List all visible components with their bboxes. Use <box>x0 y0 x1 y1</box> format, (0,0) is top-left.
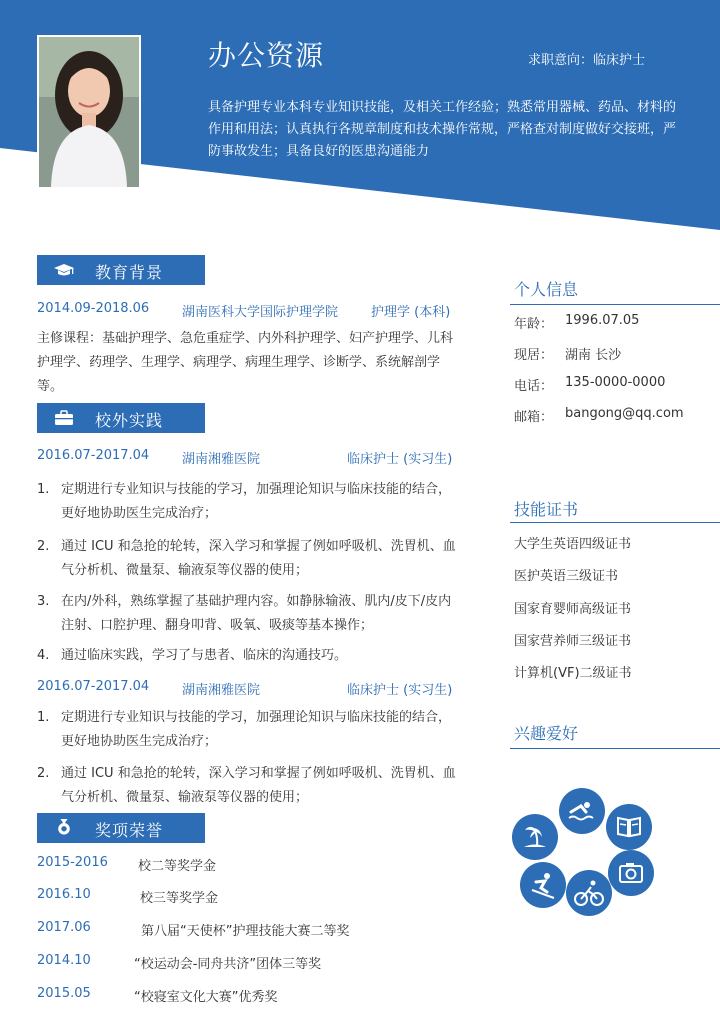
profile-photo <box>37 35 141 189</box>
section-title-hobbies: 兴趣爱好 <box>514 724 579 743</box>
section-header-practice <box>37 403 205 433</box>
list-number: 1. <box>37 710 50 725</box>
section-title: 校外实践 <box>95 411 164 430</box>
list-number: 3. <box>37 594 50 609</box>
certificate-item: 计算机(VF)二级证书 <box>514 666 632 681</box>
award-date: 2014.10 <box>37 953 91 968</box>
skiing-icon <box>520 862 566 908</box>
info-value: 135-0000-0000 <box>565 375 666 390</box>
info-value: bangong@qq.com <box>565 406 684 421</box>
award-date: 2015.05 <box>37 986 91 1001</box>
award-date: 2016.10 <box>37 887 91 902</box>
medal-icon <box>54 819 74 835</box>
photography-icon <box>608 850 654 896</box>
section-title-skills: 技能证书 <box>514 500 579 519</box>
certificate-item: 国家营养师三级证书 <box>514 634 632 649</box>
candidate-name: 办公资源 <box>208 39 325 72</box>
certificate-item: 国家育婴师高级证书 <box>514 602 632 617</box>
section-title: 教育背景 <box>95 263 164 282</box>
list-number: 2. <box>37 539 50 554</box>
job-intent: 求职意向：临床护士 <box>528 53 646 68</box>
section-title: 奖项荣誉 <box>95 821 164 840</box>
graduation-cap-icon <box>54 262 74 278</box>
education-school: 湖南医科大学国际护理学院 <box>182 305 339 320</box>
info-label: 电话： <box>514 379 554 394</box>
section-header-education <box>37 255 205 285</box>
divider <box>510 748 720 749</box>
info-label: 年龄： <box>514 317 554 332</box>
reading-icon <box>606 804 652 850</box>
practice-org: 湖南湘雅医院 <box>182 683 261 698</box>
briefcase-icon <box>54 410 74 426</box>
cycling-icon <box>566 870 612 916</box>
education-major: 护理学 (本科) <box>371 305 451 320</box>
list-text: 定期进行专业知识与技能的学习，加强理论知识与临床技能的结合，更好地协助医生完成治疗； <box>61 710 452 749</box>
certificate-item: 大学生英语四级证书 <box>514 537 632 552</box>
practice-period: 2016.07-2017.04 <box>37 448 150 463</box>
award-name: “校寝室文化大赛”优秀奖 <box>134 990 278 1005</box>
award-name: 校三等奖学金 <box>140 891 219 906</box>
education-courses: 主修课程：基础护理学、急危重症学、内外科护理学、妇产护理学、儿科护理学、药理学、生理学、病理学、病理生理学、诊断学、系统解剖学等。 <box>37 331 454 394</box>
list-text: 通过 ICU 和急抢的轮转，深入学习和掌握了例如呼吸机、洗胃机、血气分析机、微量泵、输液泵等仪器的使用； <box>61 539 456 578</box>
beach-icon <box>512 814 558 860</box>
info-label: 邮箱： <box>514 410 554 425</box>
certificate-item: 医护英语三级证书 <box>514 569 619 584</box>
practice-role: 临床护士 (实习生) <box>347 683 453 698</box>
award-name: “校运动会-同舟共济”团体三等奖 <box>134 957 322 972</box>
divider <box>510 522 720 523</box>
list-text: 通过 ICU 和急抢的轮转，深入学习和掌握了例如呼吸机、洗胃机、血气分析机、微量泵、输液泵等仪器的使用； <box>61 766 456 805</box>
education-period: 2014.09-2018.06 <box>37 301 150 316</box>
list-number: 1. <box>37 482 50 497</box>
info-label: 现居： <box>514 348 554 363</box>
practice-period: 2016.07-2017.04 <box>37 679 150 694</box>
practice-org: 湖南湘雅医院 <box>182 452 261 467</box>
list-text: 定期进行专业知识与技能的学习，加强理论知识与临床技能的结合，更好地协助医生完成治疗； <box>61 482 452 521</box>
list-text: 在内/外科，熟练掌握了基础护理内容。如静脉输液、肌内/皮下/皮内注射、口腔护理、翻身叩背、吸氧、吸痰等基本操作； <box>61 594 452 633</box>
list-number: 2. <box>37 766 50 781</box>
award-name: 第八届“天使杯”护理技能大赛二等奖 <box>141 924 350 939</box>
info-value: 湖南 长沙 <box>565 348 622 363</box>
info-value: 1996.07.05 <box>565 313 640 328</box>
award-date: 2015-2016 <box>37 855 108 870</box>
practice-role: 临床护士 (实习生) <box>347 452 453 467</box>
swimming-icon <box>559 788 605 834</box>
award-date: 2017.06 <box>37 920 91 935</box>
profile-summary: 具备护理专业本科专业知识技能，及相关工作经验；熟悉常用器械、药品、材料的作用和用法；认真执行各规章制度和技术操作常规，严格查对制度做好交接班，严防事故发生；具备良好的医患沟通能力 <box>208 100 677 159</box>
list-number: 4. <box>37 648 50 663</box>
section-title-personal: 个人信息 <box>514 280 579 299</box>
divider <box>510 304 720 305</box>
award-name: 校二等奖学金 <box>138 859 217 874</box>
section-header-awards <box>37 813 205 843</box>
list-text: 通过临床实践，学习了与患者、临床的沟通技巧。 <box>61 648 348 663</box>
